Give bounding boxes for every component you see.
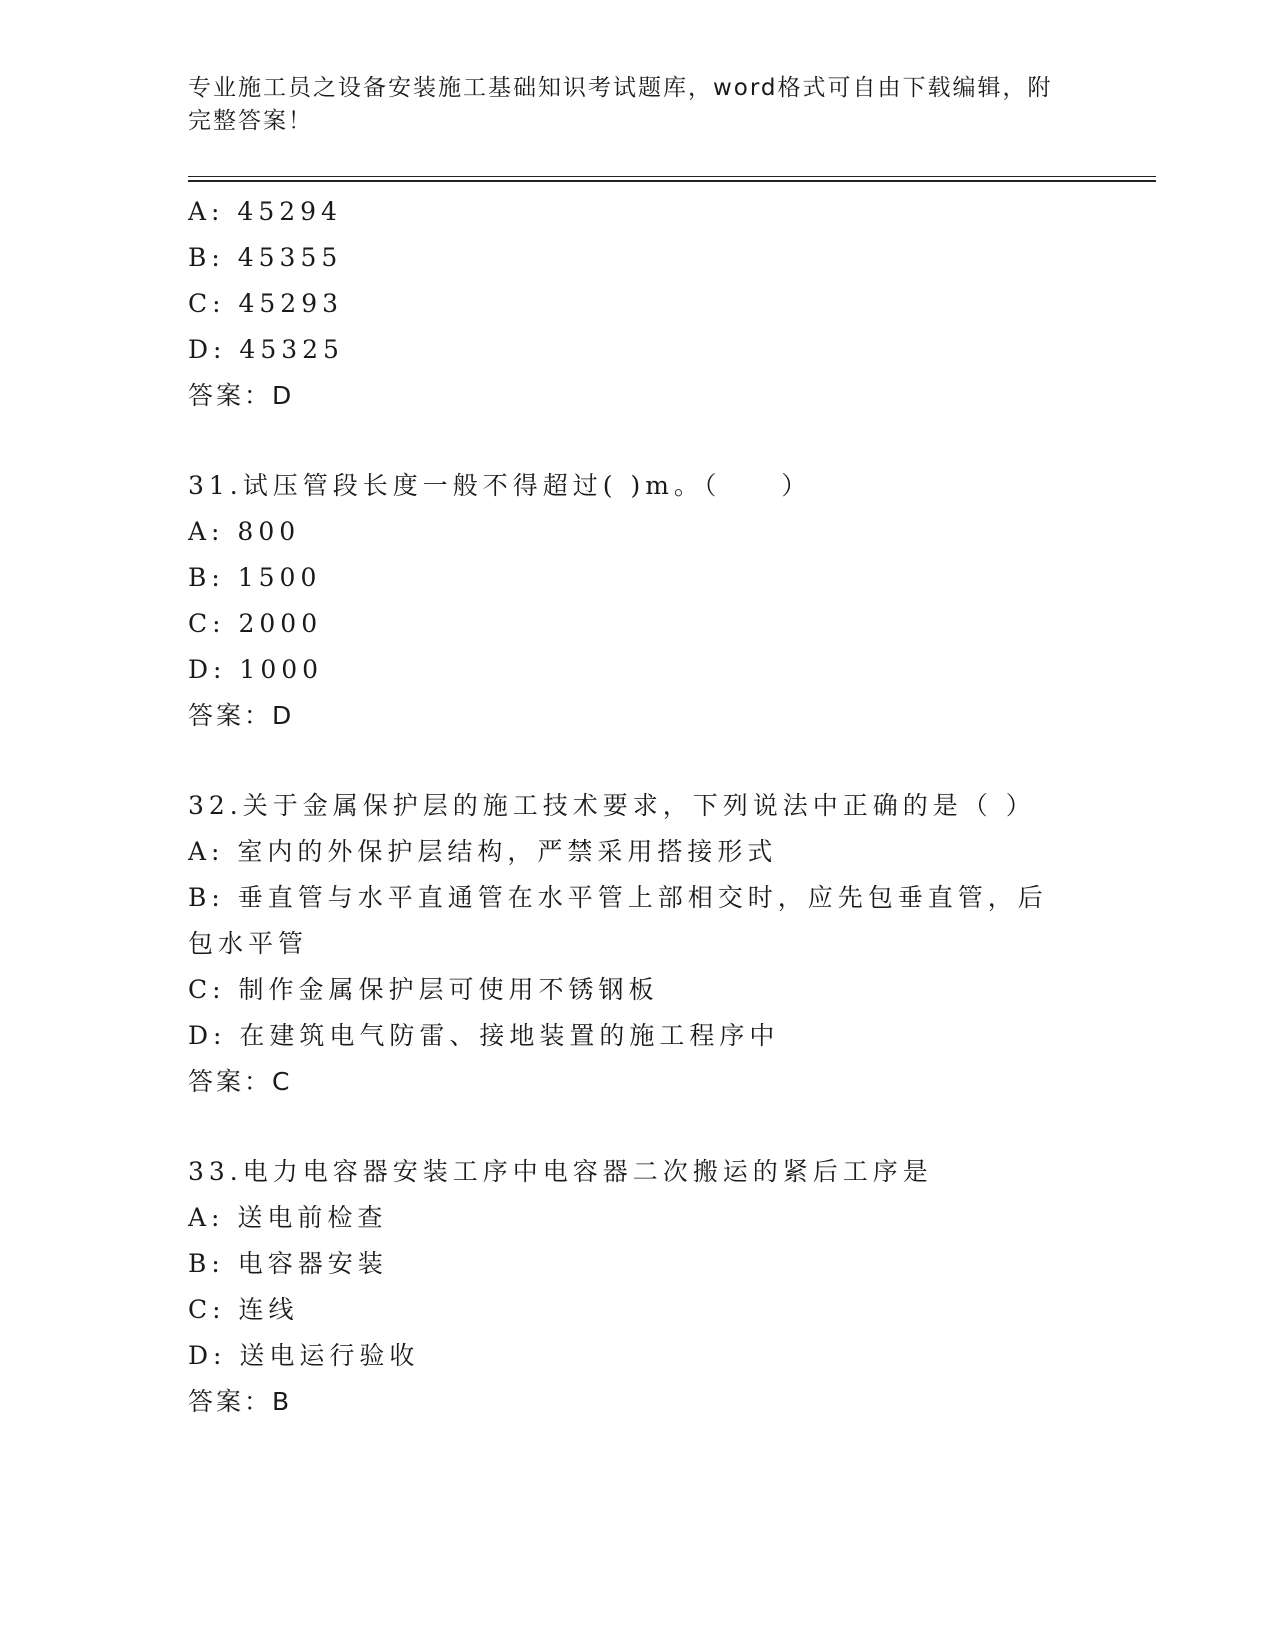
question-stem: 33.电力电容器安装工序中电容器二次搬运的紧后工序是: [188, 1157, 933, 1186]
question-stem: 31.试压管段长度一般不得超过( )m。（ ）: [188, 471, 812, 500]
option-a: A: 45294: [188, 197, 342, 226]
document-header: 专业施工员之设备安装施工基础知识考试题库，word格式可自由下载编辑，附完整答案！: [188, 75, 1053, 134]
answer-line: 答案：C: [188, 1067, 293, 1096]
spacer: [188, 1105, 1088, 1149]
option-c: C: 制作金属保护层可使用不锈钢板: [188, 975, 659, 1004]
question-stem: 32.关于金属保护层的施工技术要求，下列说法中正确的是（ ）: [188, 791, 1036, 820]
option-b: B: 垂直管与水平直通管在水平管上部相交时，应先包垂直管，后包水平管: [188, 883, 1048, 958]
option-b: B: 1500: [188, 563, 322, 592]
option-b: B: 45355: [188, 243, 343, 272]
option-d: D: 送电运行验收: [188, 1341, 420, 1370]
option-d: D: 45325: [188, 335, 344, 364]
header-rule-thick: [188, 180, 1156, 182]
question-block-33: [188, 1149, 1088, 1425]
option-a: A: 送电前检查: [188, 1203, 388, 1232]
answer-line: 答案：B: [188, 1387, 293, 1416]
option-b: B: 电容器安装: [188, 1249, 388, 1278]
option-a: A: 800: [188, 517, 301, 546]
answer-line: 答案：D: [188, 701, 295, 730]
option-c: C: 2000: [188, 609, 323, 638]
header-rule-thin: [188, 176, 1156, 177]
spacer: [188, 739, 1088, 783]
question-block-30: [188, 189, 1088, 419]
option-a: A: 室内的外保护层结构，严禁采用搭接形式: [188, 837, 778, 866]
option-d: D: 在建筑电气防雷、接地装置的施工程序中: [188, 1021, 780, 1050]
option-c: C: 45293: [188, 289, 344, 318]
option-c: C: 连线: [188, 1295, 299, 1324]
question-block-31: [188, 463, 1088, 739]
answer-line: 答案：D: [188, 381, 295, 410]
question-block-32: [188, 783, 1088, 1105]
option-d: D: 1000: [188, 655, 324, 684]
spacer: [188, 419, 1088, 463]
question-list: [188, 189, 1088, 1425]
